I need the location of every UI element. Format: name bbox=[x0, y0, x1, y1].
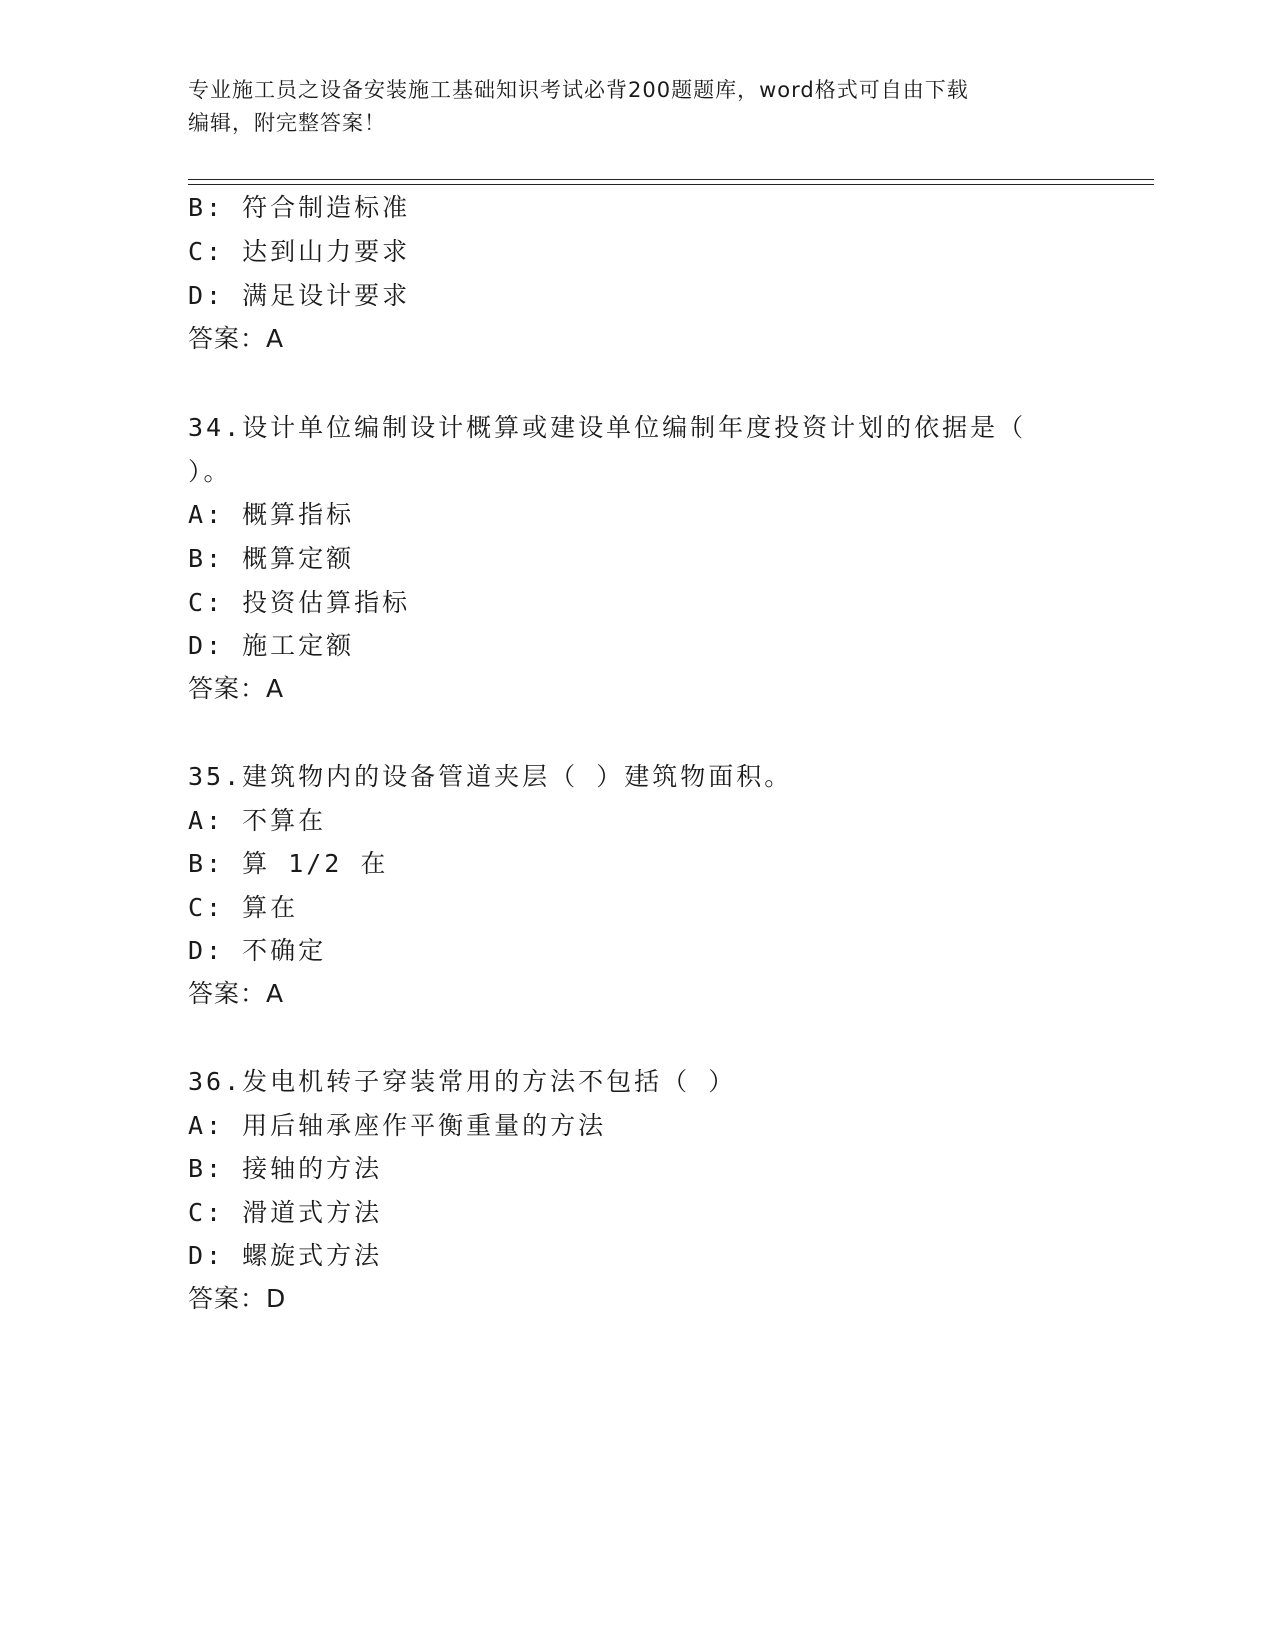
header-divider-bottom bbox=[188, 184, 1154, 185]
q34-option-d: D: 施工定额 bbox=[188, 631, 355, 660]
q35-option-c: C: 算在 bbox=[188, 893, 299, 922]
q35-option-a: A: 不算在 bbox=[188, 806, 327, 835]
q34-question-line-1: 34.设计单位编制设计概算或建设单位编制年度投资计划的依据是（ bbox=[188, 413, 1027, 442]
q34-option-a: A: 概算指标 bbox=[188, 500, 355, 529]
q36-question: 36.发电机转子穿装常用的方法不包括（ ） bbox=[188, 1067, 737, 1096]
q35-option-d: D: 不确定 bbox=[188, 936, 327, 965]
q36-option-d: D: 螺旋式方法 bbox=[188, 1241, 383, 1270]
q34-option-c: C: 投资估算指标 bbox=[188, 588, 411, 617]
q33-option-b: B: 符合制造标准 bbox=[188, 193, 411, 222]
header-line-1: 专业施工员之设备安装施工基础知识考试必背200题题库，word格式可自由下载 bbox=[188, 78, 969, 102]
q36-option-c: C: 滑道式方法 bbox=[188, 1198, 383, 1227]
q36-answer: 答案：D bbox=[188, 1284, 287, 1313]
header-divider-top bbox=[188, 179, 1154, 180]
q36-option-b: B: 接轴的方法 bbox=[188, 1154, 383, 1183]
q34-option-b: B: 概算定额 bbox=[188, 544, 355, 573]
q36-option-a: A: 用后轴承座作平衡重量的方法 bbox=[188, 1111, 607, 1140]
q35-answer: 答案：A bbox=[188, 979, 285, 1008]
header-line-2: 编辑，附完整答案！ bbox=[188, 111, 386, 135]
document-header bbox=[188, 74, 1068, 140]
q35-question: 35.建筑物内的设备管道夹层（ ）建筑物面积。 bbox=[188, 762, 793, 791]
q33-option-c: C: 达到山力要求 bbox=[188, 237, 411, 266]
q33-option-d: D: 满足设计要求 bbox=[188, 281, 411, 310]
q34-answer: 答案：A bbox=[188, 674, 285, 703]
q33-answer: 答案：A bbox=[188, 324, 285, 353]
q35-option-b: B: 算 1/2 在 bbox=[188, 849, 389, 878]
q34-question-line-2: ）。 bbox=[188, 457, 232, 486]
